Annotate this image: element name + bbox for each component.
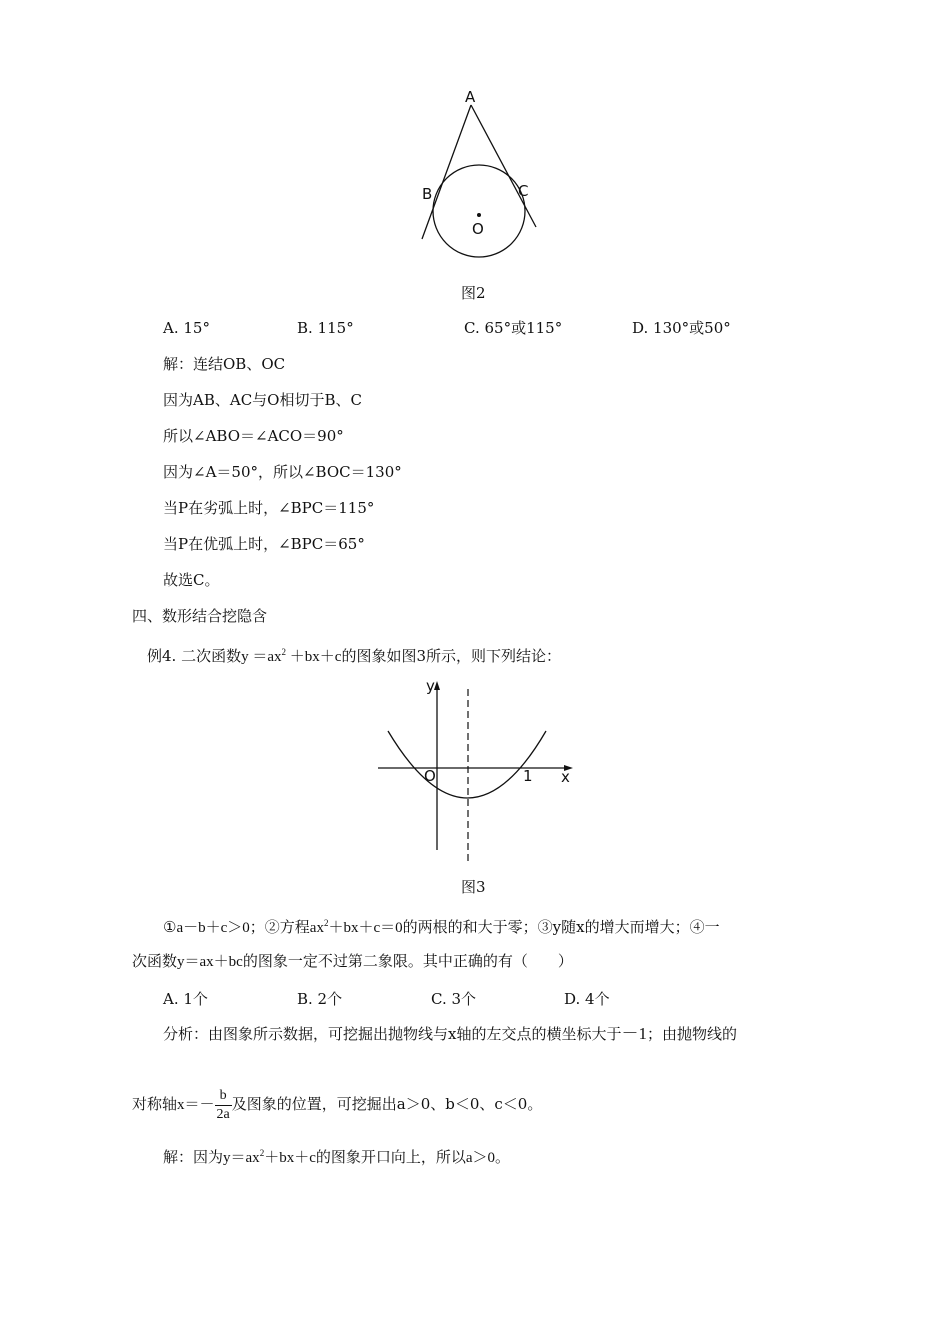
label-c: C xyxy=(518,182,529,200)
statement1-expr: a－b＋c＞0 xyxy=(176,920,250,936)
option1-d: D. 130°或50° xyxy=(632,319,731,337)
label-y: y xyxy=(426,677,435,695)
option1-a: A. 15° xyxy=(163,319,210,337)
circle-o xyxy=(433,165,525,257)
parabola-curve xyxy=(388,731,546,798)
option2-c: C. 3个 xyxy=(431,990,477,1008)
label-one: 1 xyxy=(523,767,533,785)
tangent-line-ac xyxy=(471,105,536,227)
solution1-line: 解：连结OB、OC xyxy=(163,355,286,373)
label-b: B xyxy=(422,185,433,203)
solution2-result: a＞0 xyxy=(465,1150,496,1166)
solution2-formula: $y=ax^2+bx+c$ xyxy=(223,1148,316,1166)
solution1-line: 故选C。 xyxy=(163,571,220,589)
center-point-o xyxy=(477,213,481,217)
label-origin: O xyxy=(424,767,436,785)
figure-3-graph xyxy=(370,675,585,870)
solution1-line: 因为AB、AC与O相切于B、C xyxy=(163,391,362,409)
option2-d: D. 4个 xyxy=(564,990,610,1008)
solution2-line: 解：因为$y=ax^2+bx+c$的图象开口向上，所以a＞0。 xyxy=(163,1148,511,1166)
statement2-expr: $ax^2+bx+c=0$ xyxy=(309,918,403,936)
example4-suffix: 的图象如图3所示，则下列结论： xyxy=(341,647,561,665)
label-x: x xyxy=(561,768,570,786)
example4-statement xyxy=(147,642,561,667)
figure-2-caption: 图2 xyxy=(461,284,486,302)
label-a: A xyxy=(465,88,476,106)
example4-prefix: 例4. 二次函数 xyxy=(147,647,242,665)
statement4-expr: y＝ax＋bc xyxy=(177,954,243,970)
solution1-line: 当P在劣弧上时，∠BPC＝115° xyxy=(163,499,375,517)
option2-a: A. 1个 xyxy=(163,990,208,1008)
analysis-line-1: 分析：由图象所示数据，可挖掘出抛物线与x轴的左交点的横坐标大于－1；由抛物线的 xyxy=(163,1024,737,1043)
statements-line-1: ①a－b＋c＞0；②方程$ax^2+bx+c=0$的两根的和大于零；③y随x的增大而增大；④一 xyxy=(163,918,720,936)
figure-3-caption: 图3 xyxy=(461,878,486,896)
solution1-line: 所以∠ABO＝∠ACO＝90° xyxy=(163,427,344,445)
label-o: O xyxy=(472,220,484,238)
figure-2-diagram xyxy=(400,85,560,285)
symmetry-axis-formula: x＝－ $\frac{b}{2a}$ xyxy=(177,1088,230,1123)
statements-line-2: 次函数y＝ax＋bc的图象一定不过第二象限。其中正确的有（ ） xyxy=(132,952,573,970)
example4-formula: $y =ax^2 +bx+c$ xyxy=(241,647,342,665)
section-title: 四、数形结合挖隐含 xyxy=(132,607,268,625)
option1-c: C. 65°或115° xyxy=(464,319,563,337)
solution1-line: 当P在优弧上时，∠BPC＝65° xyxy=(163,535,365,553)
analysis-line-2: 对称轴x＝－ $\frac{b}{2a}$ 及图象的位置，可挖掘出a＞0、b＜0、c＜0。 xyxy=(132,1088,543,1123)
analysis-value: －1 xyxy=(621,1024,647,1043)
solution1-line: 因为∠A＝50°，所以∠BOC＝130° xyxy=(163,463,402,481)
option1-b: B. 115° xyxy=(297,319,354,337)
tangent-line-ab xyxy=(422,105,471,239)
y-axis-arrow-icon xyxy=(434,681,440,690)
option2-b: B. 2个 xyxy=(297,990,343,1008)
